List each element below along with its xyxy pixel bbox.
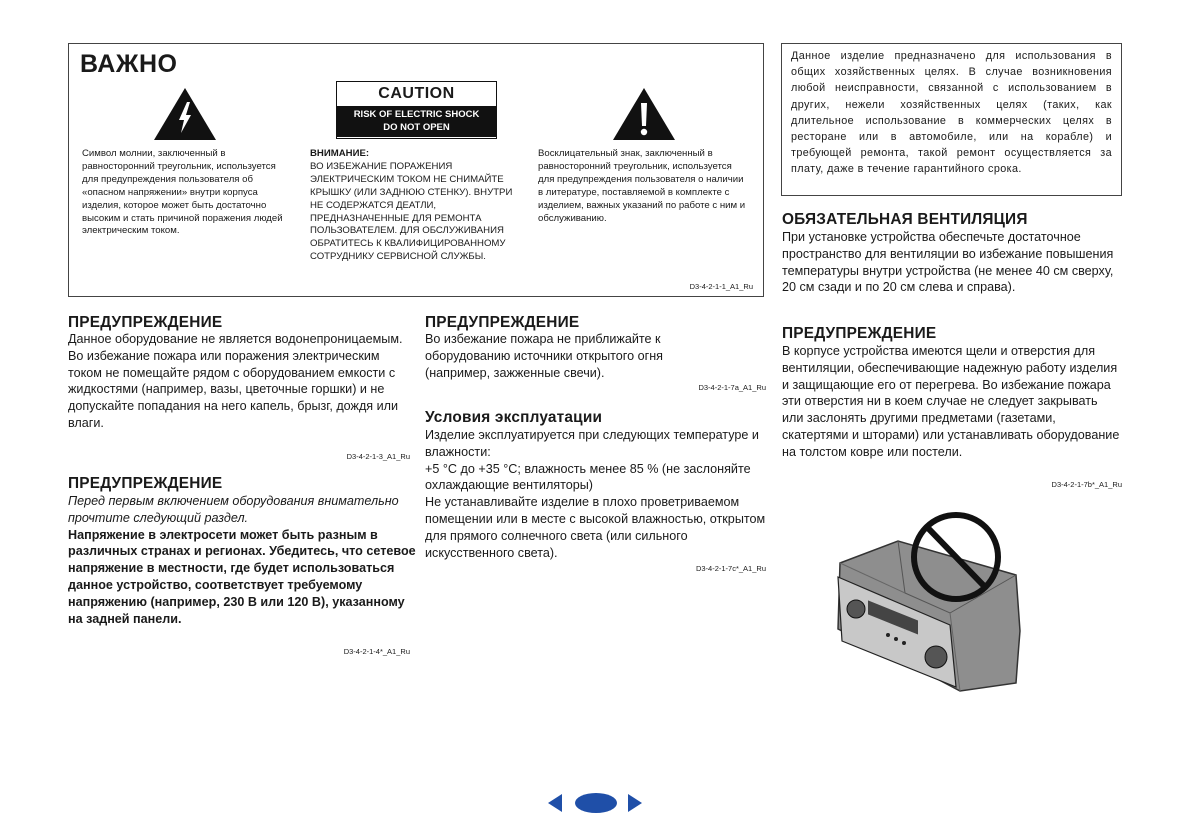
warning-bold-text: Напряжение в электросети может быть разным в различных странах и регионах. Убедитесь, что сетевое напряжение в местности, где будет использоваться данное устройство, соответствует требуемому напряжению (например, 230 В или 120 В), указанному на задней панели. <box>68 527 416 626</box>
warning-text: Данное оборудование не является водонепроницаемым. Во избежание пожара или поражения электрическим током не помещайте рядом с оборудованием емкости с жидкостями (например, вазы, цветочные горшки) и не допускайте попадания на него капель, брызг, дождя или влаги. <box>68 332 403 430</box>
caution-description <box>310 148 520 264</box>
warning-heading: ПРЕДУПРЕЖДЕНИЕ <box>68 314 223 331</box>
op-text-3: Не устанавливайте изделие в плохо проветриваемом помещении или в месте с высокой влажностью, открытом для прямого солнечного света (или сильного искусственного света). <box>425 495 766 560</box>
doc-code: D3-4-2-1-1_A1_Ru <box>689 282 753 291</box>
op-text-2: +5 °C до +35 °C; влажность менее 85 % (не заслоняйте охлаждающие вентиляторы) <box>425 461 751 493</box>
caution-label-warning <box>337 106 496 137</box>
caution-label-title: CAUTION <box>337 82 496 106</box>
next-page-icon[interactable] <box>627 793 643 813</box>
warning-heading: ПРЕДУПРЕЖДЕНИЕ <box>782 325 937 342</box>
doc-code: D3-4-2-1-4*_A1_Ru <box>343 647 410 656</box>
caution-heading: ВНИМАНИЕ: <box>310 148 370 159</box>
doc-code: D3-4-2-1-7b*_A1_Ru <box>1051 480 1122 489</box>
notice-text: Данное изделие предназначено для использования в общих хозяйственных целях. В случае возникновения любой неисправности, связанной с использованием в других, нежели хозяйственных целях (таких, как длительное использование в коммерческих целях в ресторане или в автомобиле, или на корабле) и требующей ремонта, такой ремонт осуществляется за плату, даже в течение гарантийного срока. <box>791 50 1112 176</box>
warning-italic-text: Перед первым включением оборудования внимательно прочтите следующий раздел. <box>68 494 399 525</box>
caution-line-2: DO NOT OPEN <box>383 122 450 133</box>
home-icon[interactable] <box>574 792 618 814</box>
exclamation-description: Восклицательный знак, заключенный в равносторонний треугольник, используется для предупреждения пользователя о наличии в литературе, поставляемой в комплекте с изделием, важных указаний по работе с ним и обслуживанию. <box>538 148 746 224</box>
warning-heading: ПРЕДУПРЕЖДЕНИЕ <box>425 314 580 331</box>
lightning-description: Символ молнии, заключенный в равносторонний треугольник, используется для предупреждения пользователя об «опасном напряжении» внутри корпуса изделия, которое может быть достаточно высоким и стать причиной поражения людей электрическим током. <box>82 148 283 237</box>
prev-page-icon[interactable] <box>547 793 563 813</box>
ventilation-heading: ОБЯЗАТЕЛЬНАЯ ВЕНТИЛЯЦИЯ <box>782 211 1028 228</box>
exclamation-warning-icon <box>611 86 677 142</box>
doc-code: D3-4-2-1-7c*_A1_Ru <box>695 564 766 573</box>
caution-text: ВО ИЗБЕЖАНИЕ ПОРАЖЕНИЯ ЭЛЕКТРИЧЕСКИМ ТОКОМ НЕ СНИМАЙТЕ КРЫШКУ (ИЛИ ЗАДНЮЮ СТЕНКУ). ВНУТРИ НЕ СОДЕРЖАТСЯ ДЕАТЛИ, ПРЕДНАЗНАЧЕННЫЕ ДЛЯ РЕМОНТА ПОЛЬЗОВАТЕЛЕМ. ДЛЯ ОБСЛУЖИВАНИЯ ОБРАТИТЕСЬ К КВАЛИФИЦИРОВАННОМУ СОТРУДНИКУ СЕРВИСНОЙ СЛУЖБЫ. <box>310 160 513 263</box>
doc-code: D3-4-2-1-3_A1_Ru <box>346 452 410 461</box>
caution-label <box>336 81 497 139</box>
notice-box <box>781 43 1122 196</box>
caution-line-1: RISK OF ELECTRIC SHOCK <box>353 109 480 120</box>
warning-text: В корпусе устройства имеются щели и отверстия для вентиляции, обеспечивающие надежную работу изделия и защищающие его от перегрева. Во избежание пожара эти отверстия ни в коем случае не следует закрывать или заслонять другими предметами (газетами, скатертями и шторами) или устанавливать оборудование на толстом ковре или постели. <box>782 344 1120 459</box>
ventilation-text: При установке устройства обеспечьте достаточное пространство для вентиляции во избежание повышения температуры внутри устройства (не менее 40 см сверху, 20 см сзади и по 20 см слева и справа). <box>782 230 1114 295</box>
op-text-1: Изделие эксплуатируется при следующих температуре и влажности: <box>425 428 759 459</box>
lightning-warning-icon <box>152 86 218 142</box>
operating-conditions-text <box>425 427 770 561</box>
warning-text: Во избежание пожара не приближайте к оборудованию источники открытого огня (например, зажженные свечи). <box>425 332 663 380</box>
covered-receiver-illustration <box>830 505 1030 700</box>
doc-code: D3-4-2-1-7a_A1_Ru <box>698 383 766 392</box>
warning-body <box>68 493 418 627</box>
warning-heading: ПРЕДУПРЕЖДЕНИЕ <box>68 475 223 492</box>
operating-conditions-heading: Условия эксплуатации <box>425 409 603 426</box>
important-title: ВАЖНО <box>80 50 178 78</box>
